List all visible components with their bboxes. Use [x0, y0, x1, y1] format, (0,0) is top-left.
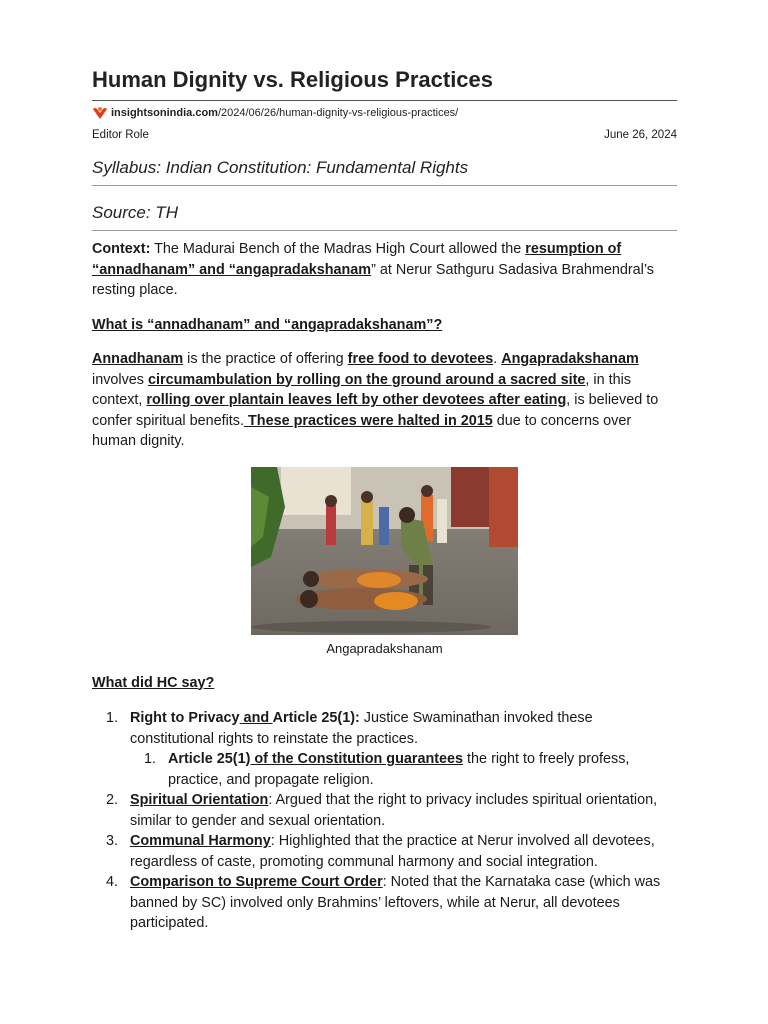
context-link[interactable]: resumption of “annadhanam” and “angapradakshanam [92, 241, 622, 278]
para-text: , is believed to confer spiritual benefits. [92, 392, 659, 429]
definition-paragraph [92, 349, 677, 452]
list-number: 3. [106, 833, 119, 849]
list-item-link[interactable]: Communal Harmony [130, 833, 271, 849]
list-number: 1. [144, 751, 157, 767]
para-text: due to concerns over human dignity. [92, 412, 632, 449]
list-item-link[interactable]: Spiritual Orientation [130, 792, 269, 808]
question-heading [92, 315, 677, 336]
list-item [92, 708, 677, 790]
list-item [92, 790, 677, 831]
author: Editor Role [92, 129, 149, 141]
syllabus-heading: Syllabus: Indian Constitution: Fundamental Rights [92, 158, 469, 177]
question-heading [92, 673, 677, 694]
list-item [90, 749, 677, 790]
list-item-link[interactable]: and [239, 710, 273, 726]
list-item-label: Article 25(1) [168, 751, 251, 767]
angapradakshanam-photo [251, 467, 518, 635]
list-item-text: : Noted that the Karnataka case (which was banned by SC) involved only Brahmins’ leftovers, while at Nerur, all devotees participated. [130, 874, 661, 931]
link-rolling-over-leaves[interactable]: rolling over plantain leaves left by other devotees after eating [146, 392, 567, 408]
insightsonindia-logo-icon [92, 106, 108, 120]
url-domain[interactable]: insightsonindia.com [111, 107, 218, 119]
list-number: 4. [106, 874, 119, 890]
syllabus-divider [92, 185, 677, 186]
article-meta [92, 129, 677, 147]
publish-date: June 26, 2024 [604, 129, 677, 141]
url-path[interactable]: /2024/06/26/human-dignity-vs-religious-practices/ [217, 107, 459, 119]
para-text: , in this context, [92, 371, 631, 408]
figure [92, 467, 677, 657]
link-free-food[interactable]: free food to devotees [347, 351, 494, 367]
context-text: The Madurai Bench of the Madras High Court allowed the [150, 241, 526, 257]
list-number: 1. [106, 710, 119, 726]
figure-caption: Angapradakshanam [326, 640, 443, 656]
context-text-end: ” at Nerur Sathguru Sadasiva Brahmendral’s resting place. [92, 261, 654, 298]
link-halted-2015[interactable]: These practices were halted in 2015 [243, 412, 493, 429]
link-angapradakshanam[interactable]: Angapradakshanam [501, 351, 639, 367]
question-hc-say[interactable]: What did HC say? [92, 674, 215, 691]
context-label: Context: [92, 241, 151, 257]
source-heading: Source: TH [92, 203, 178, 222]
context-paragraph [92, 239, 677, 301]
list-item-label: Right to Privacy [130, 710, 240, 726]
list-item-link[interactable]: Comparison to Supreme Court Order [130, 874, 383, 890]
para-text: is the practice of offering [183, 351, 348, 367]
page-title: Human Dignity vs. Religious Practices [92, 67, 494, 92]
list-item [92, 831, 677, 872]
para-text: . [493, 351, 502, 367]
list-item [92, 872, 677, 934]
source-url[interactable] [92, 101, 677, 125]
list-item-text: : Argued that the right to privacy includes spiritual orientation, similar to gender and sexual orientation. [130, 792, 658, 829]
hc-points-list [92, 708, 677, 934]
list-number: 2. [106, 792, 119, 808]
list-item-label: Article 25(1): [272, 710, 360, 726]
article [92, 64, 677, 934]
sub-list [130, 749, 677, 790]
source-divider [92, 230, 677, 231]
list-item-link[interactable]: of the Constitution guarantees [250, 751, 464, 767]
list-item-text: the right to freely profess, practice, and propagate religion. [168, 751, 630, 788]
para-text: involves [92, 371, 148, 388]
link-circumambulation[interactable]: circumambulation by rolling on the ground around a sacred site [148, 371, 586, 388]
link-annadhanam[interactable]: Annadhanam [92, 351, 184, 367]
question-what-is[interactable]: What is “annadhanam” and “angapradakshanam”? [92, 316, 443, 333]
list-item-text: Justice Swaminathan invoked these constitutional rights to reinstate the practices. [130, 710, 593, 747]
list-item-text: : Highlighted that the practice at Nerur involved all devotees, regardless of caste, promoting communal harmony and social integration. [130, 833, 655, 870]
